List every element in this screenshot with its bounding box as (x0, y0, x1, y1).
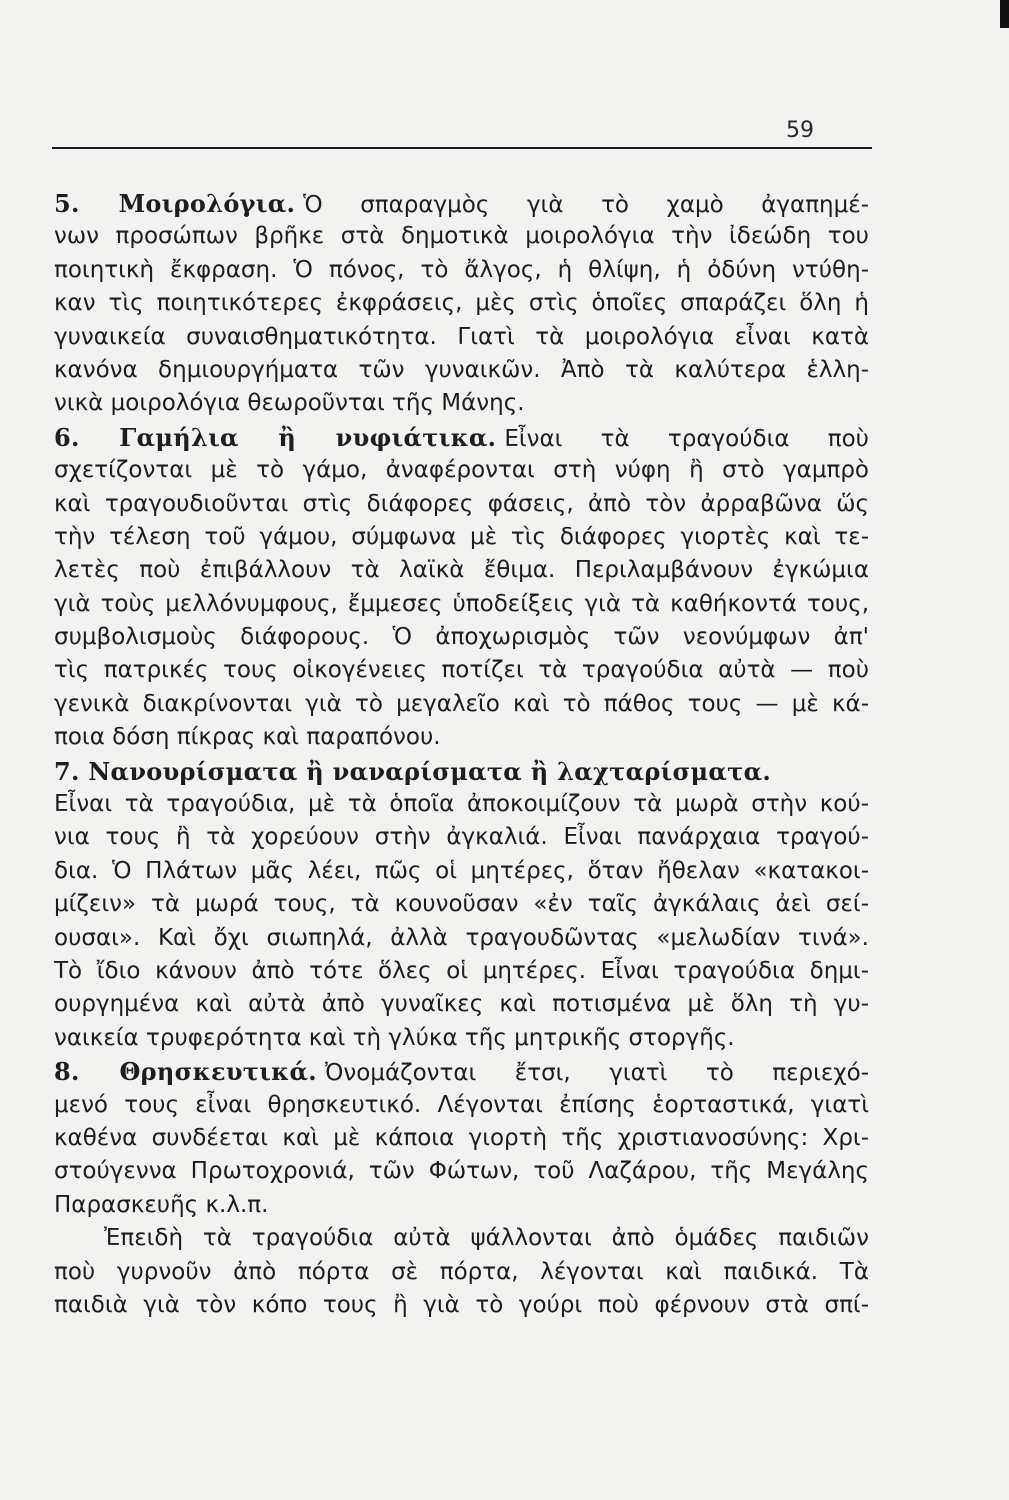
text-line: σχετίζονται μὲ τὸ γάμο, ἀναφέρονται στὴ νύφη ἢ στὸ γαμπρὸ (54, 457, 869, 484)
text-line: ναικεία τρυφερότητα καὶ τὴ γλύκα τῆς μητρικῆς στοργῆς. (54, 1024, 735, 1051)
text-line: Ἐπειδὴ τὰ τραγούδια αὐτὰ ψάλλονται ἀπὸ ὁμάδες παιδιῶν (104, 1225, 869, 1252)
text-line: γενικὰ διακρίνονται γιὰ τὸ μεγαλεῖο καὶ τὸ πάθος τους — μὲ κά- (54, 690, 869, 717)
text-line: μενό τους εἶναι θρησκευτικό. Λέγονται ἐπίσης ἑορταστικά, γιατὶ (54, 1091, 869, 1118)
text-line: Εἶναι τὰ τραγούδια, μὲ τὰ ὁποῖα ἀποκοιμίζουν τὰ μωρὰ στὴν κού- (54, 791, 869, 818)
section-heading-6: 6. Γαμήλια ἢ νυφιάτικα. (54, 422, 497, 452)
text-line: νικὰ μοιρολόγια θεωροῦνται τῆς Μάνης. (54, 390, 525, 417)
text-line: γιὰ τοὺς μελλόνυμφους, ἔμμεσες ὑποδείξεις γιὰ τὰ καθήκοντά τους, (54, 590, 869, 617)
body-text (54, 187, 869, 1322)
text-line: μίζειν» τὰ μωρά τους, τὰ κουνοῦσαν «ἐν ταῖς ἀγκάλαις ἀεὶ σεί- (54, 891, 869, 918)
text-line: καὶ τραγουδιοῦνται στὶς διάφορες φάσεις, ἀπὸ τὸν ἀρραβῶνα ὥς (54, 490, 869, 517)
text-line: ποιητικὴ ἔκφραση. Ὁ πόνος, τὸ ἄλγος, ἡ θλίψη, ἡ ὀδύνη ντύθη- (54, 256, 869, 283)
text-line (54, 755, 869, 788)
text-line: λετὲς ποὺ ἐπιβάλλουν τὰ λαϊκὰ ἔθιμα. Περιλαμβάνουν ἐγκώμια (54, 557, 869, 584)
section-heading-7: 7. Νανουρίσματα ἢ ναναρίσματα ἢ λαχταρίσματα. (54, 756, 772, 786)
text-line: ουργημένα καὶ αὐτὰ ἀπὸ γυναῖκες καὶ ποτισμένα μὲ ὅλη τὴ γυ- (54, 991, 869, 1018)
text-line: Παρασκευῆς κ.λ.π. (54, 1191, 269, 1218)
text-line: νια τους ἢ τὰ χορεύουν στὴν ἀγκαλιά. Εἶναι πανάρχαια τραγού- (54, 824, 869, 851)
text-line: συμβολισμοὺς διάφορους. Ὁ ἀποχωρισμὸς τῶν νεονύμφων ἀπ' (54, 624, 869, 651)
text-line: κανόνα δημιουργήματα τῶν γυναικῶν. Ἀπὸ τὰ καλύτερα ἑλλη- (54, 356, 869, 383)
text-line: ποια δόση πίκρας καὶ παραπόνου. (54, 724, 441, 751)
text-line: στούγεννα Πρωτοχρονιά, τῶν Φώτων, τοῦ Λαζάρου, τῆς Μεγάλης (54, 1158, 869, 1185)
text-line: ουσαι». Καὶ ὄχι σιωπηλά, ἀλλὰ τραγουδῶντας «μελωδίαν τινά». (54, 924, 869, 951)
text-line (54, 421, 869, 454)
text-line: καθένα συνδέεται καὶ μὲ κάποια γιορτὴ τῆς χριστιανοσύνης: Χρι- (54, 1124, 869, 1151)
page-number: 59 (786, 118, 814, 143)
line-text: Ὁ σπαραγμὸς γιὰ τὸ χαμὸ ἀγαπημέ- (303, 192, 869, 218)
text-line (54, 1055, 869, 1088)
text-line: τὴν τέλεση τοῦ γάμου, σύμφωνα μὲ τὶς διάφορες γιορτὲς καὶ τε- (54, 523, 869, 550)
text-line: γυναικεία συναισθηματικότητα. Γιατὶ τὰ μοιρολόγια εἶναι κατὰ (54, 323, 869, 350)
header-rule (52, 147, 872, 149)
section-heading-8: 8. Θρησκευτικά. (54, 1057, 317, 1087)
text-line: ποὺ γυρνοῦν ἀπὸ πόρτα σὲ πόρτα, λέγονται καὶ παιδικά. Τὰ (54, 1258, 869, 1285)
text-line: δια. Ὁ Πλάτων μᾶς λέει, πῶς οἱ μητέρες, ὅταν ἤθελαν «κατακοι- (54, 857, 869, 884)
line-text: Εἶναι τὰ τραγούδια ποὺ (504, 425, 869, 452)
text-line: Τὸ ἴδιο κάνουν ἀπὸ τότε ὅλες οἱ μητέρες. Εἶναι τραγούδια δημι- (54, 957, 869, 984)
line-text: Ὀνομάζονται ἔτσι, γιατὶ τὸ περιεχό- (324, 1060, 869, 1087)
scan-edge-mark (1000, 0, 1009, 28)
text-line: τὶς πατρικές τους οἰκογένειες ποτίζει τὰ τραγούδια αὐτὰ — ποὺ (54, 657, 869, 684)
text-line: καν τὶς ποιητικότερες ἐκφράσεις, μὲς στὶς ὁποῖες σπαράζει ὅλη ἡ (54, 290, 869, 317)
text-line: νων προσώπων βρῆκε στὰ δημοτικὰ μοιρολόγια τὴν ἰδεώδη του (54, 223, 869, 250)
section-heading-5: 5. Μοιρολόγια. (54, 189, 296, 218)
text-line: παιδιὰ γιὰ τὸν κόπο τους ἢ γιὰ τὸ γούρι ποὺ φέρνουν στὰ σπί- (54, 1291, 869, 1318)
text-line (54, 187, 869, 220)
